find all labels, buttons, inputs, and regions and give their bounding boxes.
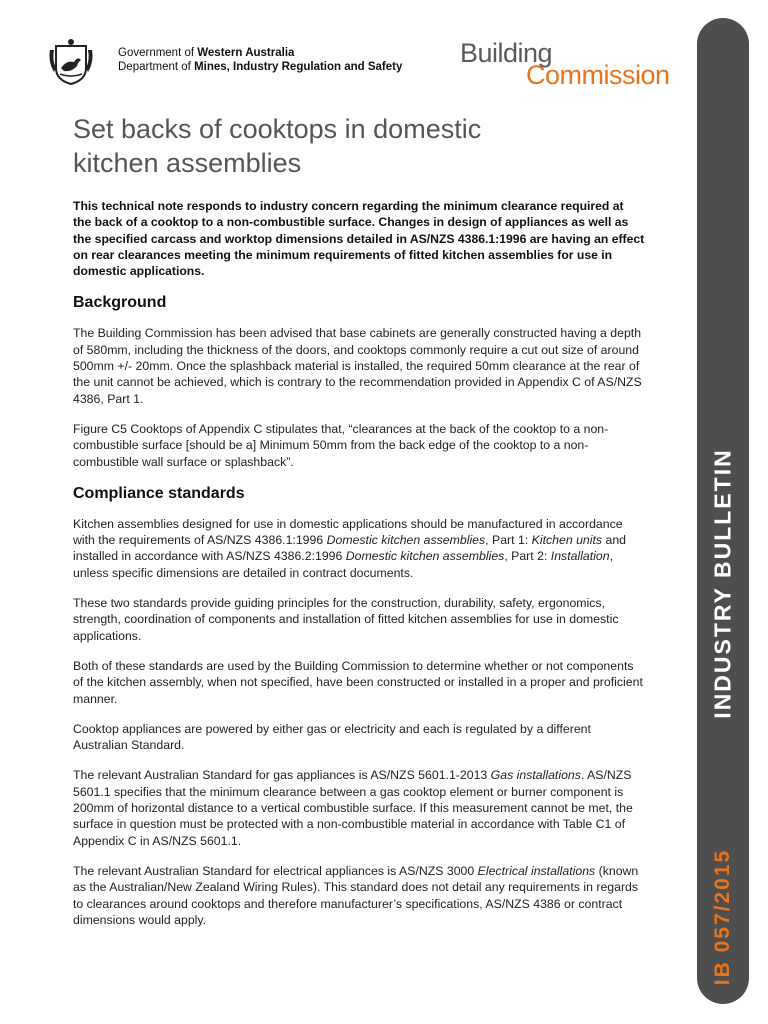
compliance-paragraph-3: Both of these standards are used by the Building Commission to determine whether or not components of the kitchen assembly, when not specified, have been constructed or installed in a proper and proficient manner. bbox=[73, 658, 643, 706]
logo-word-commission: Commission bbox=[526, 60, 670, 90]
compliance-heading: Compliance standards bbox=[73, 484, 245, 502]
background-paragraph-1: The Building Commission has been advised that base cabinets are generally constructed having a depth of 580mm, including the thickness of the doors, and cooktops commonly require a cut out size of around 500mm +/- 20mm. Once the splashback material is installed, the required 50mm clearance at the rear of the unit cannot be achieved, which is contrary to the recommendation provided in Appendix C of AS/NZS 4386, Part 1. bbox=[73, 326, 642, 406]
background-paragraph-2: Figure C5 Cooktops of Appendix C stipulates that, “clearances at the back of the cooktop to a non-combustible surface [should be a] Minimum 50mm from the back edge of the cooktop to a non-combustible wall surface or splashback”. bbox=[73, 421, 609, 469]
compliance-paragraph-5: The relevant Australian Standard for gas appliances is AS/NZS 5601.1-2013 Gas installations. AS/NZS 5601.1 specifies that the minimum clearance between a gas cooktop element or burner component is 200mm of horizontal distance to a vertical combustible surface. If this measurement cannot be met, the surface in question must be protected with a non-combustible material in accordance with Table C1 of Appendix C in AS/NZS 5601.1. bbox=[73, 768, 633, 848]
wa-coat-of-arms-logo bbox=[48, 38, 94, 86]
building-commission-logo bbox=[460, 38, 680, 94]
compliance-paragraph-2: These two standards provide guiding principles for the construction, durability, safety, ergonomics, strength, coordination of components and installation of fitted kitchen assemblies for use in domestic applications. bbox=[73, 596, 619, 643]
compliance-paragraph-1: Kitchen assemblies designed for use in domestic applications should be manufactured in accordance with the requirements of AS/NZS 4386.1:1996 Domestic kitchen assemblies, Part 1: Kitchen units and installed in accordance with AS/NZS 4386.2:1996 Domestic kitchen assemblies, Part 2: Installation, unless specific dimensions are detailed in contract documents. bbox=[73, 516, 627, 580]
page-header bbox=[48, 38, 688, 98]
logo-word-building: Building bbox=[460, 38, 553, 68]
bulletin-number: IB 057/2015 bbox=[711, 848, 734, 986]
document-body bbox=[73, 112, 645, 942]
compliance-paragraph-6: The relevant Australian Standard for electrical appliances is AS/NZS 3000 Electrical installations (known as the Australian/New Zealand Wiring Rules). This standard does not detail any requirements in regards to clearances around cooktops and therefore manufacturer’s specifications, AS/NZS 4386 or contract dimensions would apply. bbox=[73, 863, 639, 927]
government-name: Government of Western Australia Department of Mines, Industry Regulation and Safety bbox=[118, 47, 403, 73]
intro-paragraph: This technical note responds to industry concern regarding the minimum clearance required at the back of a cooktop to a non-combustible surface. Changes in design of appliances as well as the specified carcass and worktop dimensions detailed in AS/NZS 4386.1:1996 are having an effect on rear clearances meeting the minimum requirements of fitted kitchen assemblies for use in domestic applications. bbox=[73, 199, 645, 279]
background-heading: Background bbox=[73, 294, 167, 312]
page-title: Set backs of cooktops in domestic kitchen assemblies bbox=[73, 114, 482, 178]
bulletin-sidebar bbox=[697, 18, 749, 1004]
compliance-paragraph-4: Cooktop appliances are powered by either gas or electricity and each is regulated by a different Australian Standard. bbox=[73, 721, 591, 753]
bulletin-label: INDUSTRY BULLETIN bbox=[709, 448, 736, 719]
